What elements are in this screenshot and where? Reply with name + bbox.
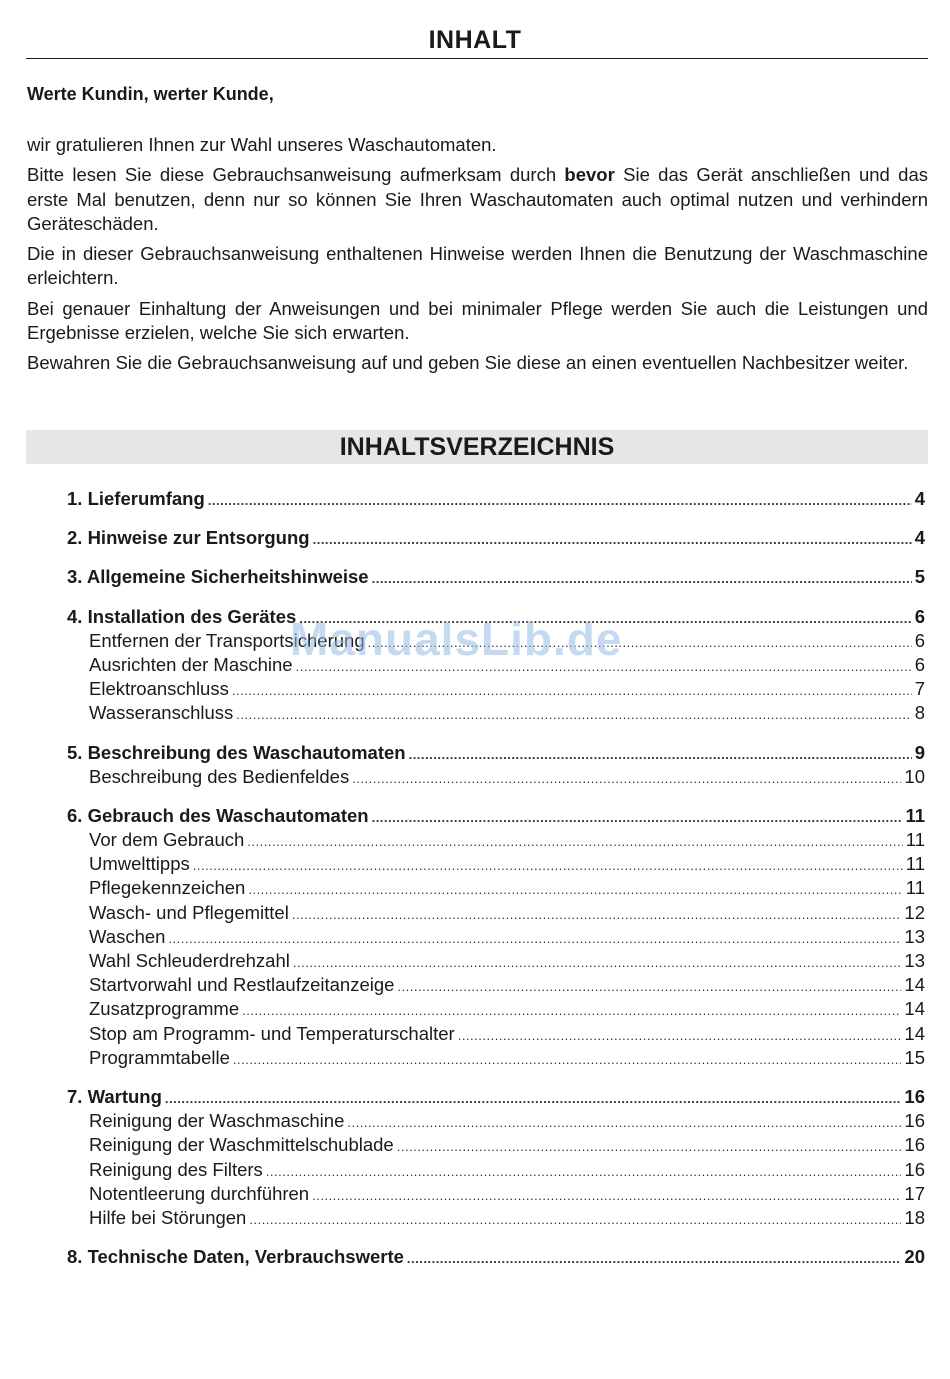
dot-leader xyxy=(312,1184,901,1208)
toc-page-number: 14 xyxy=(904,1022,925,1044)
toc-page-number: 11 xyxy=(905,853,925,875)
dot-leader xyxy=(409,743,912,767)
dot-leader xyxy=(168,927,901,951)
dot-leader xyxy=(165,1087,902,1111)
toc-entry-label: 8. Technische Daten, Verbrauchswerte xyxy=(67,1246,404,1268)
toc-page-number: 12 xyxy=(904,901,925,923)
intro-paragraph-1: wir gratulieren Ihnen zur Wahl unseres Waschautomaten. xyxy=(27,134,497,155)
toc-entry-label: 4. Installation des Gerätes xyxy=(67,605,297,627)
toc-page-number: 16 xyxy=(904,1134,925,1156)
toc-page-number: 6 xyxy=(914,653,925,675)
toc-entry-label: Entfernen der Transportsicherung xyxy=(89,629,365,651)
toc-section xyxy=(67,487,925,511)
toc-heading: INHALTSVERZEICHNIS xyxy=(26,430,928,464)
dot-leader xyxy=(292,903,902,927)
toc-entry-label: 7. Wartung xyxy=(67,1085,162,1107)
watermark: ManualsLib.de xyxy=(290,613,623,665)
toc-subentry[interactable] xyxy=(67,1109,925,1133)
toc-page-number: 5 xyxy=(914,566,925,588)
intro-emphasis-bevor: bevor xyxy=(564,164,615,186)
page-title: INHALT xyxy=(428,26,522,54)
toc-entry-label: 2. Hinweise zur Entsorgung xyxy=(67,527,310,549)
toc-subentry[interactable] xyxy=(67,828,925,852)
intro-paragraph-3: Die in dieser Gebrauchsanweisung enthaltenen Hinweise werden Ihnen die Benutzung der Waschmaschine erleichtern. xyxy=(27,243,928,289)
dot-leader xyxy=(193,854,903,878)
toc-page-number: 6 xyxy=(914,605,925,627)
toc-subentry[interactable] xyxy=(67,1182,925,1206)
intro-paragraph-2-end: Sie das Gerät anschließen und das erste Mal benutzen, denn nur so können Sie Ihren Waschautomaten auch optimal nutzen und verhindern Geräteschäden. xyxy=(27,164,928,234)
toc-chapter-entry[interactable] xyxy=(67,487,925,511)
toc-subentry[interactable] xyxy=(67,677,925,701)
toc-page-number: 13 xyxy=(904,950,925,971)
dot-leader xyxy=(266,1160,902,1184)
toc-subentry[interactable] xyxy=(67,997,925,1021)
toc-entry-label: Beschreibung des Bedienfeldes xyxy=(89,765,350,787)
toc-chapter-entry[interactable] xyxy=(67,804,925,828)
toc-section xyxy=(67,741,925,789)
toc-entry-label: Waschen xyxy=(89,925,166,947)
table-of-contents xyxy=(67,487,925,1284)
toc-subentry[interactable] xyxy=(67,701,925,725)
toc-subentry[interactable] xyxy=(67,1206,925,1230)
toc-page-number: 18 xyxy=(904,1206,925,1228)
toc-page-number: 11 xyxy=(905,804,925,826)
toc-entry-label: Hilfe bei Störungen xyxy=(89,1206,247,1228)
dot-leader xyxy=(249,1208,901,1232)
toc-entry-label: Umwelttipps xyxy=(89,853,190,875)
toc-chapter-entry[interactable] xyxy=(67,526,925,550)
toc-entry-label: 1. Lieferumfang xyxy=(67,488,205,509)
toc-page-number: 20 xyxy=(904,1246,925,1268)
title-divider xyxy=(26,58,928,59)
toc-entry-label: Wasseranschluss xyxy=(89,702,234,724)
toc-page-number: 4 xyxy=(914,527,925,549)
toc-entry-label: Startvorwahl und Restlaufzeitanzeige xyxy=(89,974,395,996)
dot-leader xyxy=(372,567,912,591)
toc-page-number: 16 xyxy=(904,1110,925,1132)
dot-leader xyxy=(372,806,903,830)
intro-paragraph-4: Bei genauer Einhaltung der Anweisungen und bei minimaler Pflege werden Sie auch die Leistungen und Ergebnisse erzielen, welche Sie sich erwarten. xyxy=(27,297,928,344)
toc-section xyxy=(67,1245,925,1269)
toc-page-number: 6 xyxy=(914,629,925,651)
intro-paragraph-5: Bewahren Sie die Gebrauchsanweisung auf und geben Sie diese an einen eventuellen Nachbesitzer weiter. xyxy=(27,352,909,374)
toc-entry-label: Pflegekennzeichen xyxy=(89,877,246,899)
toc-subentry[interactable] xyxy=(67,973,925,997)
toc-subentry[interactable] xyxy=(67,1046,925,1070)
toc-page-number: 9 xyxy=(914,741,925,763)
toc-chapter-entry[interactable] xyxy=(67,1245,925,1269)
dot-leader xyxy=(313,528,912,552)
toc-page-number: 16 xyxy=(904,1085,925,1107)
toc-page-number: 11 xyxy=(905,829,925,851)
toc-entry-label: Reinigung der Waschmaschine xyxy=(89,1110,345,1132)
toc-page-number: 7 xyxy=(914,678,925,700)
toc-subentry[interactable] xyxy=(67,925,925,949)
intro-paragraph-2-start: Bitte lesen Sie diese Gebrauchsanweisung aufmerksam durch xyxy=(27,164,565,186)
toc-chapter-entry[interactable] xyxy=(67,1085,925,1109)
toc-page-number: 15 xyxy=(904,1046,925,1068)
toc-subentry[interactable] xyxy=(67,949,925,973)
toc-page-number: 16 xyxy=(904,1158,925,1180)
dot-leader xyxy=(407,1247,902,1271)
dot-leader xyxy=(397,975,901,999)
toc-subentry[interactable] xyxy=(67,765,925,789)
toc-section xyxy=(67,565,925,589)
toc-page-number: 17 xyxy=(904,1182,925,1204)
toc-subentry[interactable] xyxy=(67,1158,925,1182)
greeting: Werte Kundin, werter Kunde, xyxy=(27,84,274,104)
dot-leader xyxy=(236,703,911,727)
toc-page-number: 14 xyxy=(904,998,925,1020)
toc-page-number: 10 xyxy=(904,765,925,787)
toc-chapter-entry[interactable] xyxy=(67,565,925,589)
toc-page-number: 4 xyxy=(914,488,925,509)
toc-entry-label: Programmtabelle xyxy=(89,1046,230,1068)
toc-subentry[interactable] xyxy=(67,1022,925,1046)
toc-section xyxy=(67,526,925,550)
dot-leader xyxy=(347,1111,901,1135)
toc-entry-label: Ausrichten der Maschine xyxy=(89,653,293,675)
dot-leader xyxy=(233,1048,902,1072)
toc-page-number: 11 xyxy=(905,877,925,899)
dot-leader xyxy=(293,951,902,975)
toc-entry-label: 6. Gebrauch des Waschautomaten xyxy=(67,804,369,826)
toc-entry-label: Stop am Programm- und Temperaturschalter xyxy=(89,1022,455,1044)
dot-leader xyxy=(232,679,912,703)
toc-entry-label: Wasch- und Pflegemittel xyxy=(89,901,289,923)
toc-entry-label: Wahl Schleuderdrehzahl xyxy=(89,950,290,971)
dot-leader xyxy=(458,1024,902,1048)
dot-leader xyxy=(208,489,912,513)
dot-leader xyxy=(248,878,902,902)
toc-section xyxy=(67,804,925,1070)
toc-entry-label: 5. Beschreibung des Waschautomaten xyxy=(67,741,406,763)
toc-entry-label: Zusatzprogramme xyxy=(89,998,240,1020)
toc-section xyxy=(67,1085,925,1230)
toc-entry-label: 3. Allgemeine Sicherheitshinweise xyxy=(67,566,369,588)
intro-paragraph-2 xyxy=(27,163,928,236)
toc-subentry[interactable] xyxy=(67,901,925,925)
toc-page-number: 13 xyxy=(904,925,925,947)
dot-leader xyxy=(242,999,901,1023)
toc-subentry[interactable] xyxy=(67,852,925,876)
toc-entry-label: Vor dem Gebrauch xyxy=(89,829,245,851)
toc-entry-label: Reinigung der Waschmittelschublade xyxy=(89,1134,394,1156)
toc-subentry[interactable] xyxy=(67,1133,925,1157)
toc-entry-label: Notentleerung durchführen xyxy=(89,1182,310,1204)
toc-chapter-entry[interactable] xyxy=(67,741,925,765)
toc-page-number: 14 xyxy=(904,974,925,996)
toc-subentry[interactable] xyxy=(67,876,925,900)
dot-leader xyxy=(397,1135,902,1159)
intro-text xyxy=(27,133,928,382)
toc-page-number: 8 xyxy=(914,702,925,724)
toc-entry-label: Elektroanschluss xyxy=(89,678,229,700)
toc-entry-label: Reinigung des Filters xyxy=(89,1158,263,1180)
dot-leader xyxy=(352,767,901,791)
dot-leader xyxy=(247,830,903,854)
